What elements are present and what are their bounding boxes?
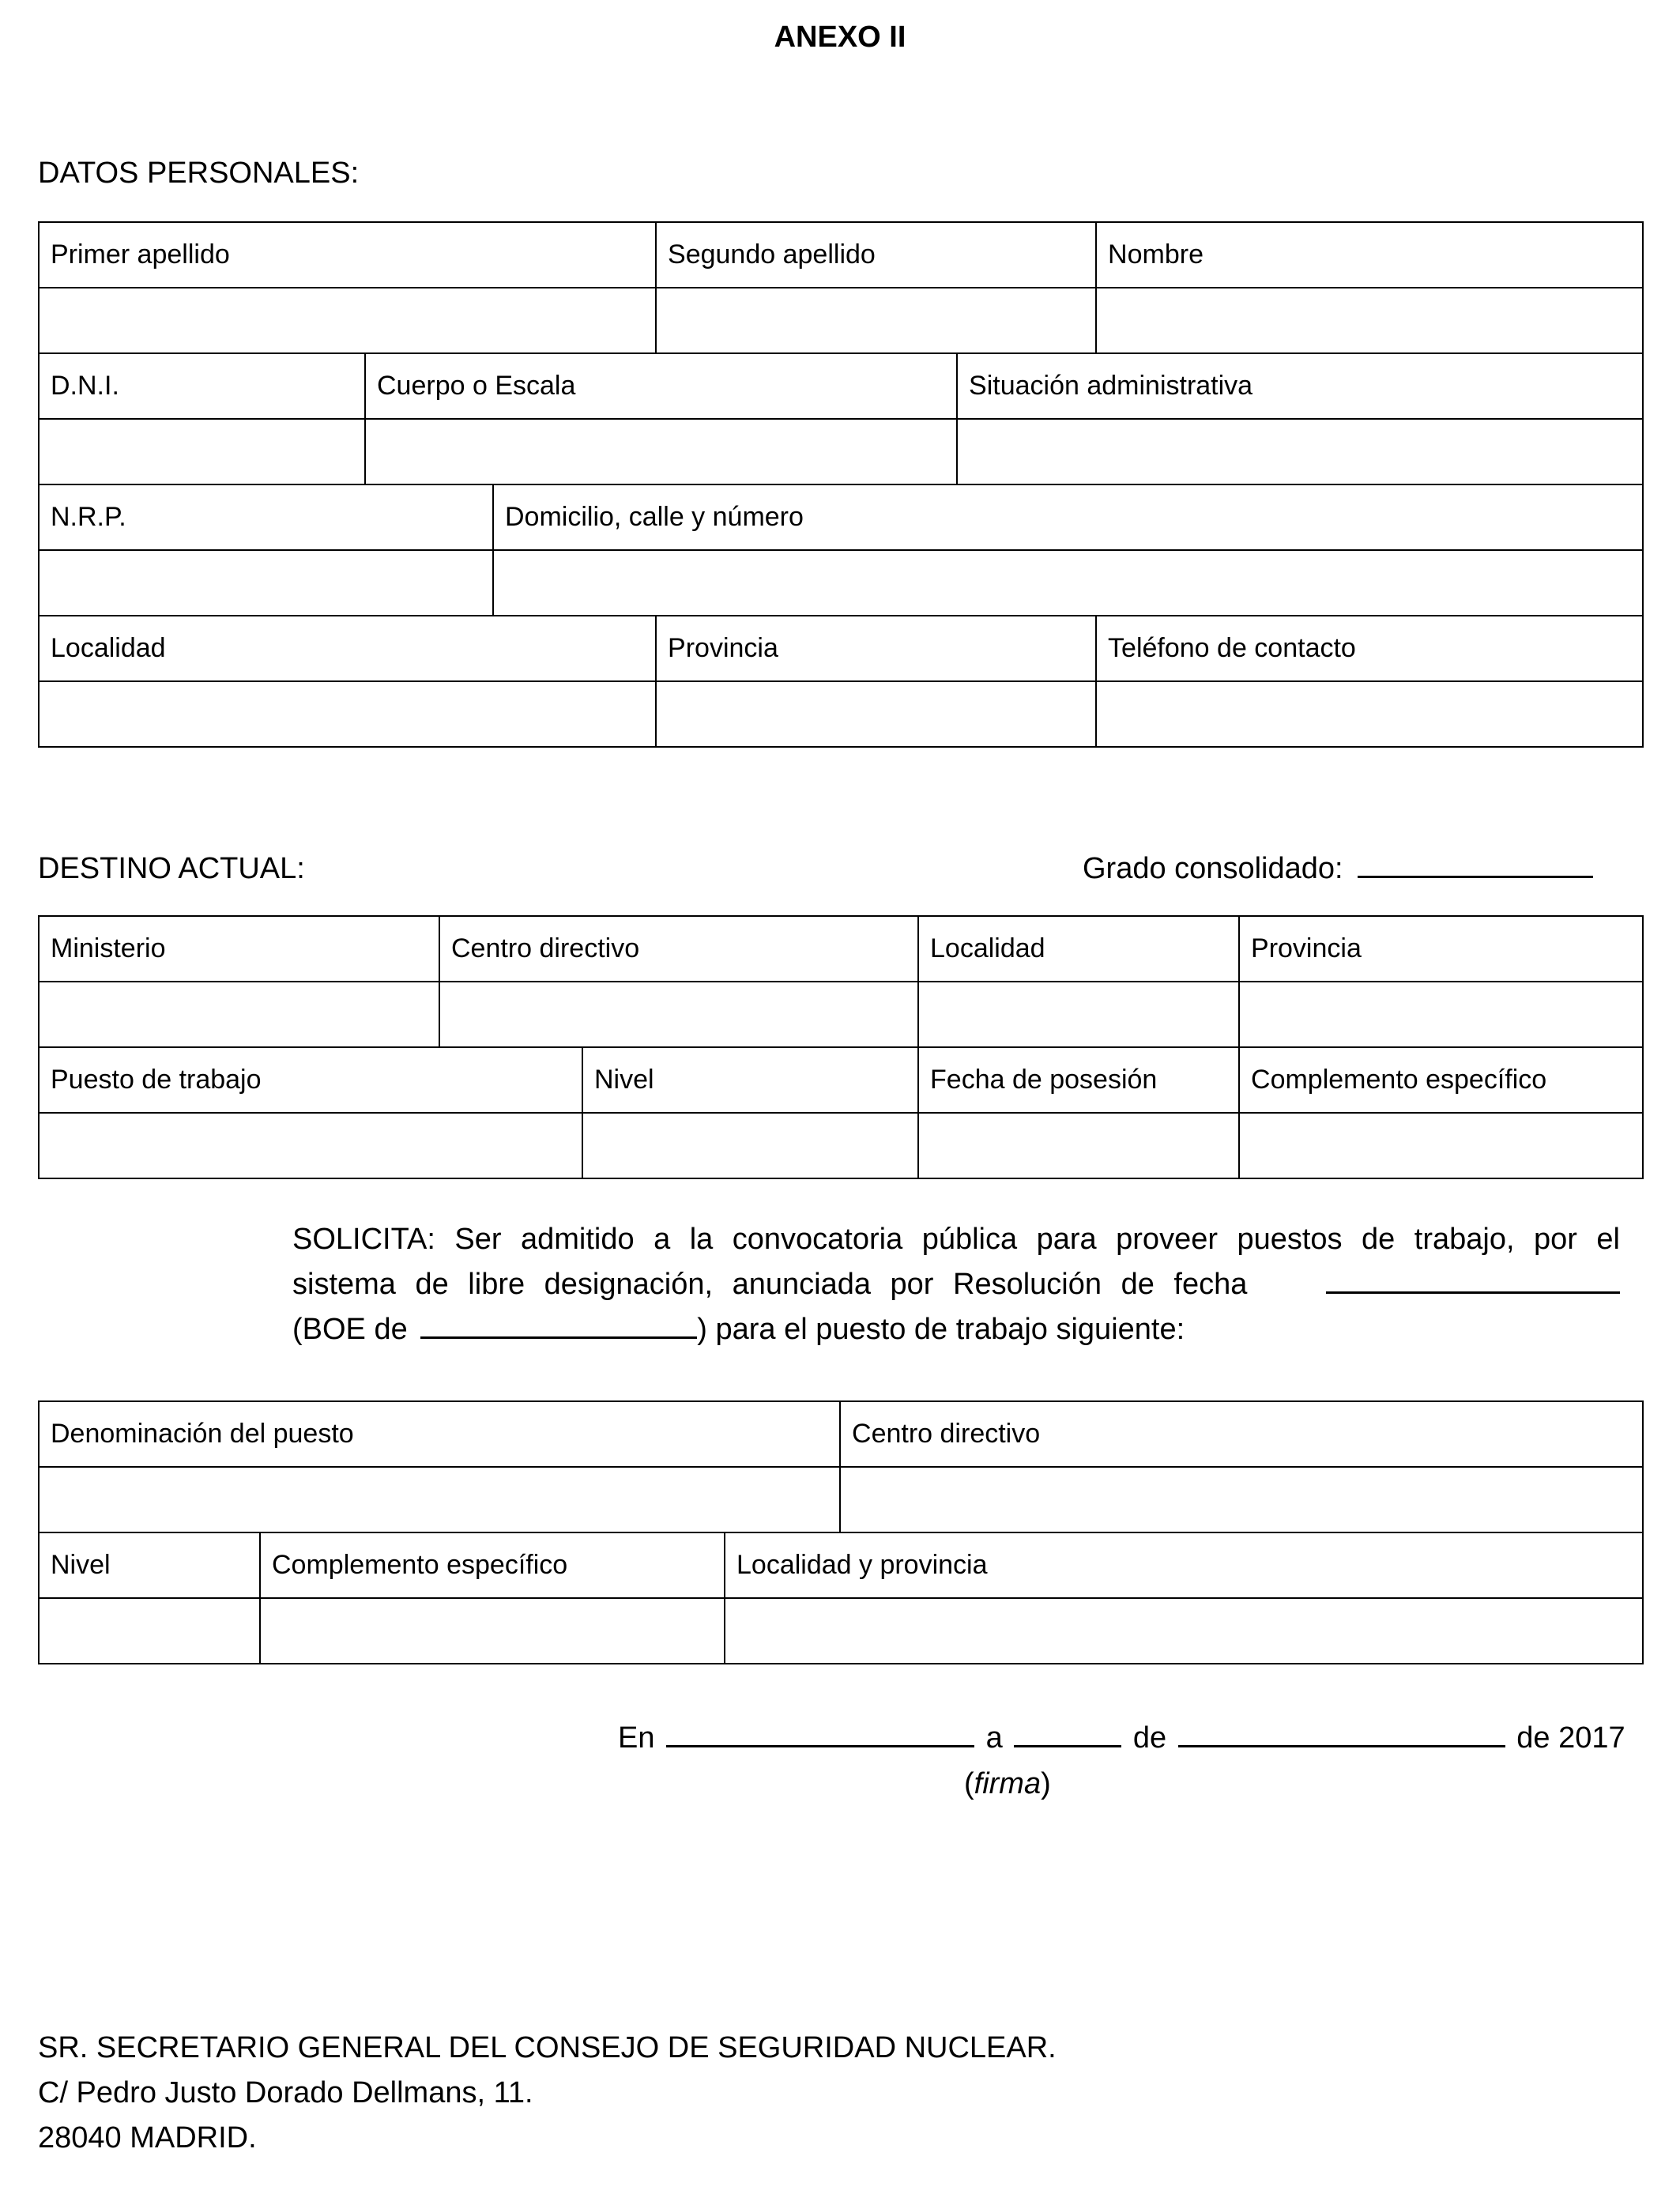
grado-consolidado-label: Grado consolidado: (1083, 852, 1343, 885)
field-telefono[interactable] (1096, 681, 1643, 747)
label-localidad-provincia-puesto: Localidad y provincia (725, 1532, 1643, 1598)
grado-consolidado (1083, 852, 1593, 886)
puesto-solicitado-table (38, 1400, 1644, 1664)
field-nombre[interactable] (1096, 288, 1643, 353)
label-provincia-destino: Provincia (1239, 916, 1643, 982)
field-complemento-puesto[interactable] (260, 1598, 725, 1664)
year-label: de 2017 (1516, 1721, 1625, 1755)
firma-lugar-field[interactable] (666, 1721, 974, 1747)
solicita-paragraph (292, 1217, 1620, 1352)
label-provincia: Provincia (656, 616, 1096, 681)
label-nrp: N.R.P. (39, 484, 493, 550)
label-localidad-destino: Localidad (918, 916, 1239, 982)
destino-actual-heading: DESTINO ACTUAL: (38, 852, 305, 885)
addressee-line-1: SR. SECRETARIO GENERAL DEL CONSEJO DE SEGURIDAD NUCLEAR. (38, 2031, 1057, 2064)
label-complemento-especifico: Complemento específico (1239, 1047, 1643, 1113)
label-dni: D.N.I. (39, 353, 365, 419)
label-centro-directivo-puesto: Centro directivo (840, 1401, 1643, 1467)
field-cuerpo-escala[interactable] (365, 419, 957, 484)
firma-dia-field[interactable] (1014, 1721, 1121, 1747)
datos-personales-heading: DATOS PERSONALES: (38, 156, 360, 190)
field-domicilio[interactable] (493, 550, 1643, 616)
en-label: En (618, 1721, 655, 1755)
firma-date-line (618, 1721, 1625, 1755)
solicita-line-3-tail: ) para el puesto de trabajo siguiente: (697, 1313, 1185, 1346)
label-ministerio: Ministerio (39, 916, 439, 982)
firma-paren-open: ( (964, 1767, 974, 1800)
solicita-line-2 (292, 1262, 1620, 1307)
boe-label: (BOE de (292, 1313, 408, 1346)
destino-actual-table (38, 915, 1644, 1179)
label-nivel-puesto: Nivel (39, 1532, 260, 1598)
de-label: de (1132, 1721, 1167, 1755)
firma-paren-close: ) (1041, 1767, 1051, 1800)
field-denominacion-puesto[interactable] (39, 1467, 840, 1532)
field-localidad-destino[interactable] (918, 982, 1239, 1047)
field-puesto-trabajo[interactable] (39, 1113, 582, 1178)
boe-field[interactable] (420, 1313, 697, 1339)
label-puesto-trabajo: Puesto de trabajo (39, 1047, 582, 1113)
field-complemento-especifico[interactable] (1239, 1113, 1643, 1178)
label-centro-directivo: Centro directivo (439, 916, 918, 982)
label-cuerpo-escala: Cuerpo o Escala (365, 353, 957, 419)
addressee-line-3: 28040 MADRID. (38, 2121, 257, 2154)
a-label: a (985, 1721, 1003, 1755)
field-localidad-provincia-puesto[interactable] (725, 1598, 1643, 1664)
grado-consolidado-field[interactable] (1358, 852, 1593, 878)
firma-caption (964, 1767, 1051, 1801)
label-fecha-posesion: Fecha de posesión (918, 1047, 1239, 1113)
page-title: ANEXO II (774, 21, 906, 54)
field-primer-apellido[interactable] (39, 288, 656, 353)
label-segundo-apellido: Segundo apellido (656, 222, 1096, 288)
label-telefono: Teléfono de contacto (1096, 616, 1643, 681)
datos-personales-table (38, 221, 1644, 748)
resolucion-fecha-field[interactable] (1326, 1268, 1620, 1294)
field-segundo-apellido[interactable] (656, 288, 1096, 353)
firma-word: firma (974, 1767, 1042, 1800)
field-provincia-destino[interactable] (1239, 982, 1643, 1047)
solicita-line-2-text: sistema de libre designación, anunciada por Resolución de fecha (292, 1268, 1248, 1301)
field-fecha-posesion[interactable] (918, 1113, 1239, 1178)
label-nivel: Nivel (582, 1047, 918, 1113)
solicita-line-3 (292, 1307, 1620, 1352)
field-ministerio[interactable] (39, 982, 439, 1047)
label-primer-apellido: Primer apellido (39, 222, 656, 288)
addressee-line-2: C/ Pedro Justo Dorado Dellmans, 11. (38, 2076, 533, 2109)
label-complemento-puesto: Complemento específico (260, 1532, 725, 1598)
field-nrp[interactable] (39, 550, 493, 616)
field-localidad[interactable] (39, 681, 656, 747)
firma-mes-field[interactable] (1178, 1721, 1505, 1747)
label-domicilio: Domicilio, calle y número (493, 484, 1643, 550)
field-dni[interactable] (39, 419, 365, 484)
label-nombre: Nombre (1096, 222, 1643, 288)
label-localidad: Localidad (39, 616, 656, 681)
field-centro-directivo[interactable] (439, 982, 918, 1047)
field-nivel[interactable] (582, 1113, 918, 1178)
addressee-block (38, 2026, 1057, 2161)
label-situacion-administrativa: Situación administrativa (957, 353, 1643, 419)
field-nivel-puesto[interactable] (39, 1598, 260, 1664)
solicita-line-1: SOLICITA: Ser admitido a la convocatoria pública para proveer puestos de trabajo, por el (292, 1223, 1620, 1256)
label-denominacion-puesto: Denominación del puesto (39, 1401, 840, 1467)
field-situacion-administrativa[interactable] (957, 419, 1643, 484)
field-provincia[interactable] (656, 681, 1096, 747)
field-centro-directivo-puesto[interactable] (840, 1467, 1643, 1532)
